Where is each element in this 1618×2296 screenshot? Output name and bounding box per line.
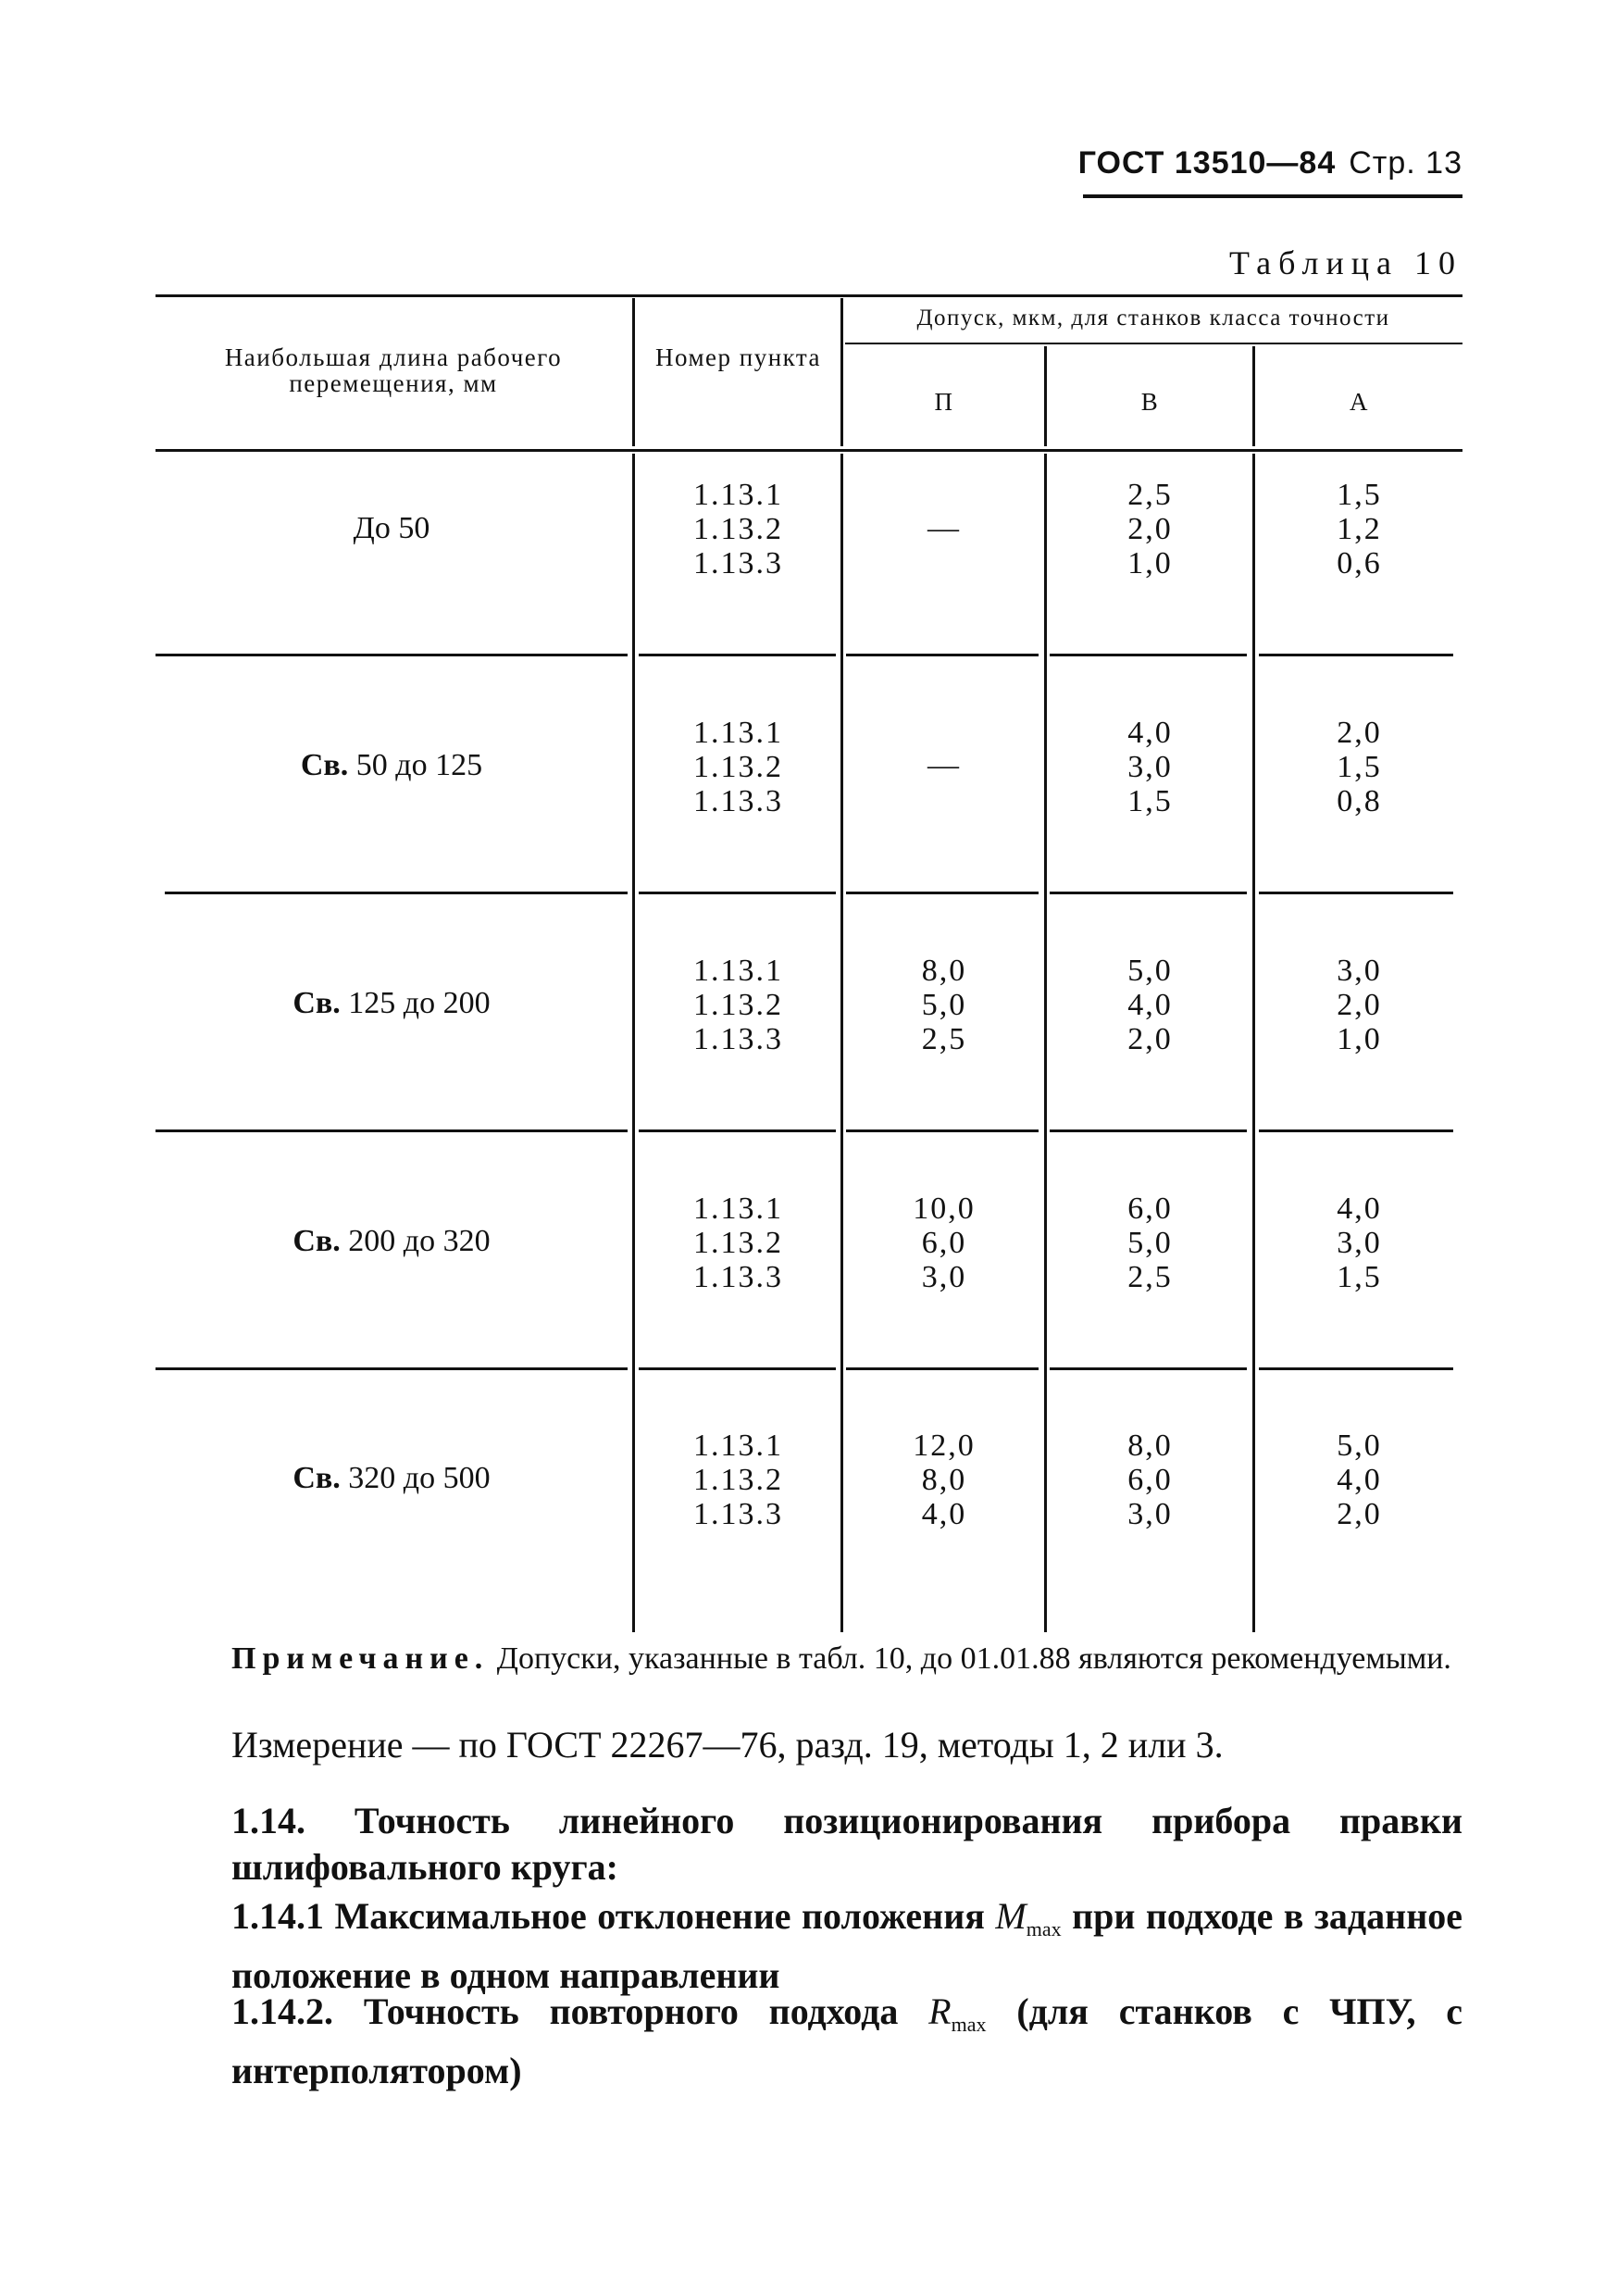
tolerance-value: 6,0 <box>1127 1463 1173 1497</box>
tolerance-value: 2,0 <box>1127 1022 1173 1056</box>
tolerance-a <box>1256 954 1462 1056</box>
row-rule <box>1259 1367 1453 1370</box>
range-text: 320 до 500 <box>348 1461 491 1495</box>
row-rule <box>1050 1129 1247 1132</box>
range-label <box>156 1224 628 1259</box>
range-text: 125 до 200 <box>348 986 491 1020</box>
tolerance-value: 6,0 <box>921 1226 967 1260</box>
range-prefix: Св. <box>292 1224 341 1258</box>
item-number: 1.13.3 <box>693 1260 783 1294</box>
range-label <box>156 1461 628 1496</box>
section-1-14-1 <box>231 1893 1462 1999</box>
tolerance-value: 4,0 <box>921 1497 967 1531</box>
tolerance-value: 1,5 <box>1337 1260 1382 1294</box>
header-class-p: П <box>934 388 954 416</box>
tolerance-p <box>844 1192 1044 1294</box>
item-number: 1.13.1 <box>693 1429 783 1463</box>
tolerance-value: 5,0 <box>921 988 967 1022</box>
item-number: 1.13.2 <box>693 512 783 546</box>
section-number: 1.14.2. <box>231 1990 333 2032</box>
item-number: 1.13.2 <box>693 750 783 784</box>
tolerance-v <box>1048 716 1252 818</box>
tolerance-value: 8,0 <box>921 1463 967 1497</box>
section-text: Точность повторного подхода <box>363 1990 899 2032</box>
subscript-max: max <box>951 2013 987 2036</box>
tolerance-v <box>1048 954 1252 1056</box>
range-prefix: Св. <box>292 1461 341 1495</box>
range-text: 50 до 125 <box>355 748 483 782</box>
section-number: 1.14. <box>231 1800 305 1841</box>
tolerance-value: 6,0 <box>1127 1192 1173 1226</box>
row-rule <box>639 892 836 894</box>
item-numbers <box>639 716 838 818</box>
item-number: 1.13.3 <box>693 1497 783 1531</box>
tolerance-value: 2,5 <box>1127 1260 1173 1294</box>
tolerance-value: 10,0 <box>913 1192 976 1226</box>
range-label <box>156 986 628 1021</box>
item-number: 1.13.2 <box>693 988 783 1022</box>
range-label <box>156 748 628 783</box>
range-label <box>156 511 628 546</box>
header-bottom-rule <box>156 449 1462 452</box>
symbol-m: M <box>995 1895 1027 1937</box>
tolerance-value: 3,0 <box>1127 750 1173 784</box>
tolerance-v <box>1048 1192 1252 1294</box>
row-rule <box>846 1129 1039 1132</box>
note-text: Допуски, указанные в табл. 10, до 01.01.88 являются рекомендуемыми. <box>496 1641 1451 1676</box>
row-rule <box>846 1367 1039 1370</box>
tolerance-p <box>844 954 1044 1056</box>
section-text: (для станков с ЧПУ, с интерполятором) <box>231 1990 1463 2091</box>
tolerance-p: — <box>927 748 961 782</box>
group-header-rule <box>845 343 1462 344</box>
row-rule <box>846 654 1039 656</box>
tolerance-value: 2,5 <box>921 1022 967 1056</box>
tolerance-value: 3,0 <box>1127 1497 1173 1531</box>
tolerance-value: 4,0 <box>1127 716 1173 750</box>
item-number: 1.13.2 <box>693 1463 783 1497</box>
tolerance-value: 3,0 <box>1337 954 1382 988</box>
item-numbers <box>639 478 838 580</box>
tolerance-value: 1,5 <box>1337 478 1382 512</box>
col-divider <box>632 454 635 1632</box>
tolerance-value: 2,0 <box>1337 1497 1382 1531</box>
symbol-r: R <box>928 1990 952 2032</box>
item-number: 1.13.1 <box>693 1192 783 1226</box>
header-rule <box>1083 194 1462 198</box>
col-divider <box>840 298 843 446</box>
tolerance-v <box>1048 1429 1252 1531</box>
section-1-14 <box>231 1798 1462 1890</box>
col-divider <box>1044 346 1047 446</box>
tolerance-value: 4,0 <box>1337 1192 1382 1226</box>
row-rule <box>1050 654 1247 656</box>
range-prefix: Св. <box>292 986 341 1020</box>
row-rule <box>156 1129 628 1132</box>
tolerance-value: 5,0 <box>1337 1429 1382 1463</box>
tolerance-value: 8,0 <box>921 954 967 988</box>
col-divider <box>840 454 843 1632</box>
table-title: Таблица 10 <box>1229 244 1462 281</box>
subscript-max: max <box>1026 1917 1062 1940</box>
col-divider <box>632 298 635 446</box>
col-divider <box>1044 454 1047 1632</box>
tolerance-p: — <box>927 511 961 545</box>
row-rule <box>846 892 1039 894</box>
measurement-text: Измерение — по ГОСТ 22267—76, разд. 19, методы 1, 2 или 3. <box>231 1724 1224 1766</box>
tolerance-a <box>1256 478 1462 580</box>
section-text: Максимальное отклонение положения <box>334 1895 985 1937</box>
note-label: Примечание. <box>231 1641 490 1676</box>
tolerance-value: 8,0 <box>1127 1429 1173 1463</box>
tolerance-value: 1,0 <box>1337 1022 1382 1056</box>
header-class-v: В <box>1140 388 1160 416</box>
tolerance-value: 1,5 <box>1127 784 1173 818</box>
section-text: Точность линейного позиционирования прибора правки шлифовального круга: <box>231 1800 1462 1888</box>
tolerance-v <box>1048 478 1252 580</box>
tolerance-value: 4,0 <box>1127 988 1173 1022</box>
tolerance-a <box>1256 716 1462 818</box>
row-rule <box>1259 654 1453 656</box>
standard-number: ГОСТ 13510—84 <box>1077 145 1337 181</box>
table-top-rule <box>156 294 1462 297</box>
row-rule <box>1050 1367 1247 1370</box>
item-number: 1.13.1 <box>693 954 783 988</box>
item-number: 1.13.1 <box>693 716 783 750</box>
tolerance-value: 1,0 <box>1127 546 1173 580</box>
section-text: при подходе в заданное положение в одном направлении <box>231 1895 1463 1996</box>
range-text: До 50 <box>353 511 430 545</box>
row-rule <box>156 654 628 656</box>
tolerance-value: 2,5 <box>1127 478 1173 512</box>
range-prefix: Св. <box>300 748 349 782</box>
row-rule <box>1050 892 1247 894</box>
table-note <box>231 1639 1462 1679</box>
header-item: Номер пункта <box>654 343 822 371</box>
section-1-14-2 <box>231 1989 1462 2094</box>
row-rule <box>639 654 836 656</box>
tolerance-a <box>1256 1192 1462 1294</box>
tolerance-value: 1,5 <box>1337 750 1382 784</box>
tolerance-value: 2,0 <box>1127 512 1173 546</box>
row-rule <box>156 1367 628 1370</box>
row-rule <box>639 1367 836 1370</box>
item-numbers <box>639 954 838 1056</box>
row-rule <box>639 1129 836 1132</box>
item-numbers <box>639 1192 838 1294</box>
page-header <box>1078 145 1462 181</box>
section-number: 1.14.1 <box>231 1895 324 1937</box>
tolerance-value: 0,6 <box>1337 546 1382 580</box>
item-number: 1.13.2 <box>693 1226 783 1260</box>
tolerance-value: 3,0 <box>1337 1226 1382 1260</box>
header-class-a: А <box>1350 388 1369 416</box>
header-length: Наибольшая длина рабочего перемещения, мм <box>224 343 563 397</box>
tolerance-value: 2,0 <box>1337 716 1382 750</box>
tolerance-value: 1,2 <box>1337 512 1382 546</box>
tolerance-value: 5,0 <box>1127 954 1173 988</box>
tolerance-value: 2,0 <box>1337 988 1382 1022</box>
header-tolerance-group: Допуск, мкм, для станков класса точности <box>916 306 1390 331</box>
row-rule <box>1259 1129 1453 1132</box>
row-rule <box>165 892 628 894</box>
item-numbers <box>639 1429 838 1531</box>
tolerance-value: 12,0 <box>913 1429 976 1463</box>
item-number: 1.13.3 <box>693 546 783 580</box>
tolerance-value: 3,0 <box>921 1260 967 1294</box>
tolerance-value: 4,0 <box>1337 1463 1382 1497</box>
page-number: Стр. 13 <box>1349 145 1462 181</box>
item-number: 1.13.3 <box>693 1022 783 1056</box>
col-divider <box>1252 454 1255 1632</box>
tolerance-value: 5,0 <box>1127 1226 1173 1260</box>
row-rule <box>1259 892 1453 894</box>
tolerance-a <box>1256 1429 1462 1531</box>
tolerance-value: 0,8 <box>1337 784 1382 818</box>
col-divider <box>1252 346 1255 446</box>
item-number: 1.13.3 <box>693 784 783 818</box>
item-number: 1.13.1 <box>693 478 783 512</box>
range-text: 200 до 320 <box>348 1224 491 1258</box>
tolerance-p <box>844 1429 1044 1531</box>
